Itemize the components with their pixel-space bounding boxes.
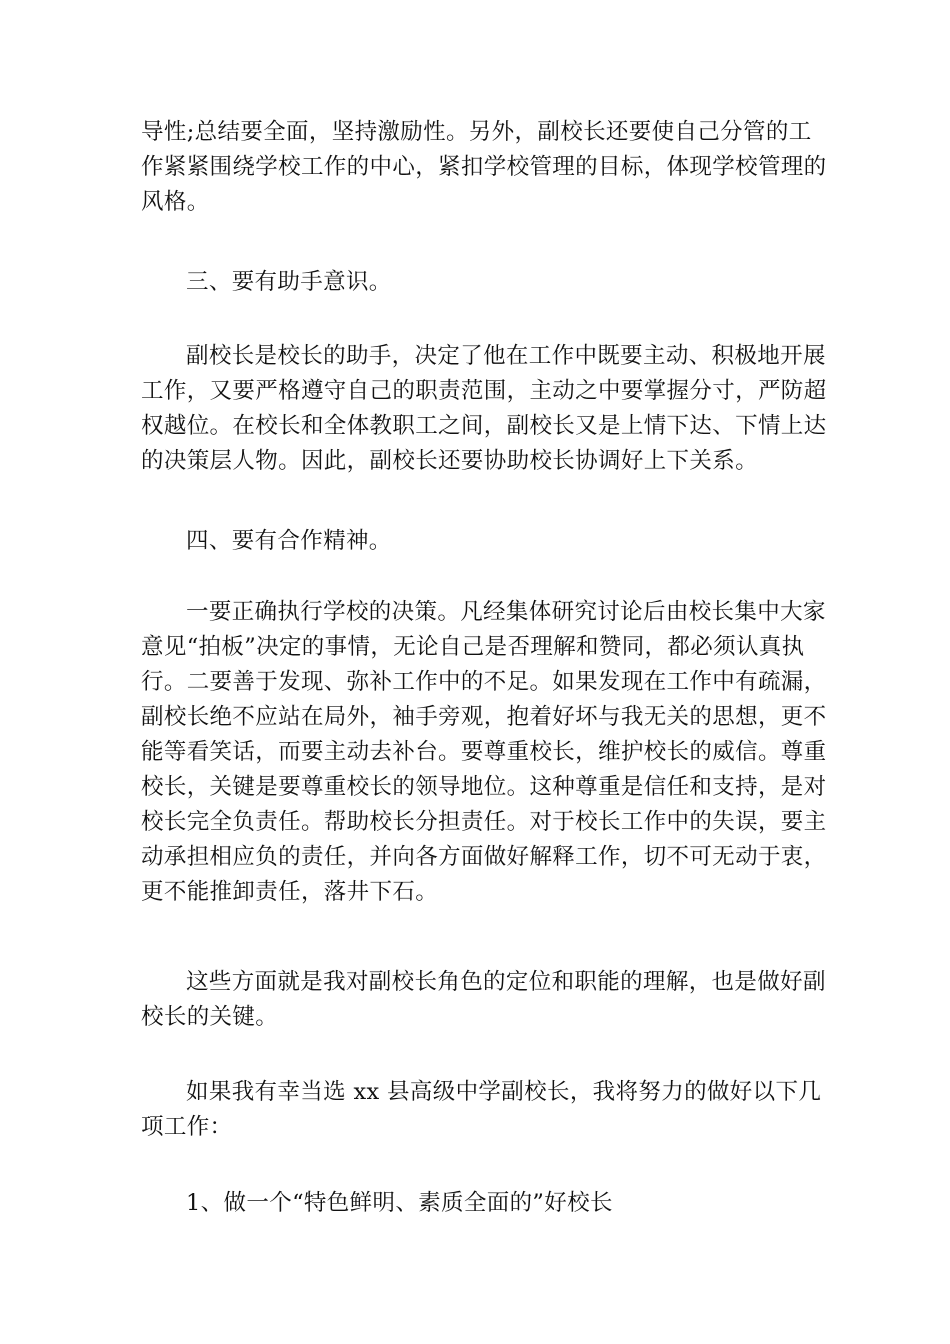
text-line: 作紧紧围绕学校工作的中心，紧扣学校管理的目标，体现学校管理的 [141,154,827,180]
text-line: 能等看笑话，而要主动去补台。要尊重校长，维护校长的威信。尊重 [141,739,827,765]
text-line: 动承担相应负的责任，并向各方面做好解释工作，切不可无动于衷， [141,844,827,870]
paragraph-cooperation [141,595,827,910]
text-line: 副校长绝不应站在局外，袖手旁观，抱着好坏与我无关的思想，更不 [141,704,827,730]
text-line: 如果我有幸当选 xx 县高级中学副校长，我将努力的做好以下几 [186,1079,822,1105]
text-line: 副校长是校长的助手，决定了他在工作中既要主动、积极地开展 [186,343,826,369]
paragraph-plan-intro [141,1075,822,1145]
paragraph-assistant [141,339,827,479]
text-line: 的决策层人物。因此，副校长还要协助校长协调好上下关系。 [141,448,758,474]
text-line: 导性;总结要全面，坚持激励性。另外，副校长还要使自己分管的工 [141,119,812,145]
text-line: 权越位。在校长和全体教职工之间，副校长又是上情下达、下情上达 [141,413,827,439]
list-item-text: 1、做一个“特色鲜明、素质全面的”好校长 [186,1190,613,1216]
text-line: 行。二要善于发现、弥补工作中的不足。如果发现在工作中有疏漏， [141,669,827,695]
paragraph-summary [141,965,826,1035]
section-heading-3 [141,265,813,300]
text-line: 意见“拍板”决定的事情，无论自己是否理解和赞同，都必须认真执 [141,634,805,660]
heading-text: 三、要有助手意识。 [186,269,392,295]
text-line: 校长的关键。 [141,1004,279,1030]
text-line: 一要正确执行学校的决策。凡经集体研究讨论后由校长集中大家 [186,599,826,625]
text-line: 这些方面就是我对副校长角色的定位和职能的理解，也是做好副 [186,969,826,995]
text-line: 项工作： [141,1114,233,1140]
paragraph-continuation [141,115,827,220]
heading-text: 四、要有合作精神。 [186,528,392,554]
text-line: 校长完全负责任。帮助校长分担责任。对于校长工作中的失误，要主 [141,809,827,835]
text-line: 校长，关键是要尊重校长的领导地位。这种尊重是信任和支持，是对 [141,774,827,800]
text-line: 风格。 [141,189,210,215]
section-heading-4 [141,524,813,559]
text-line: 更不能推卸责任，落井下石。 [141,879,439,905]
list-item-1 [141,1186,813,1221]
text-line: 工作，又要严格遵守自己的职责范围，主动之中要掌握分寸，严防超 [141,378,827,404]
